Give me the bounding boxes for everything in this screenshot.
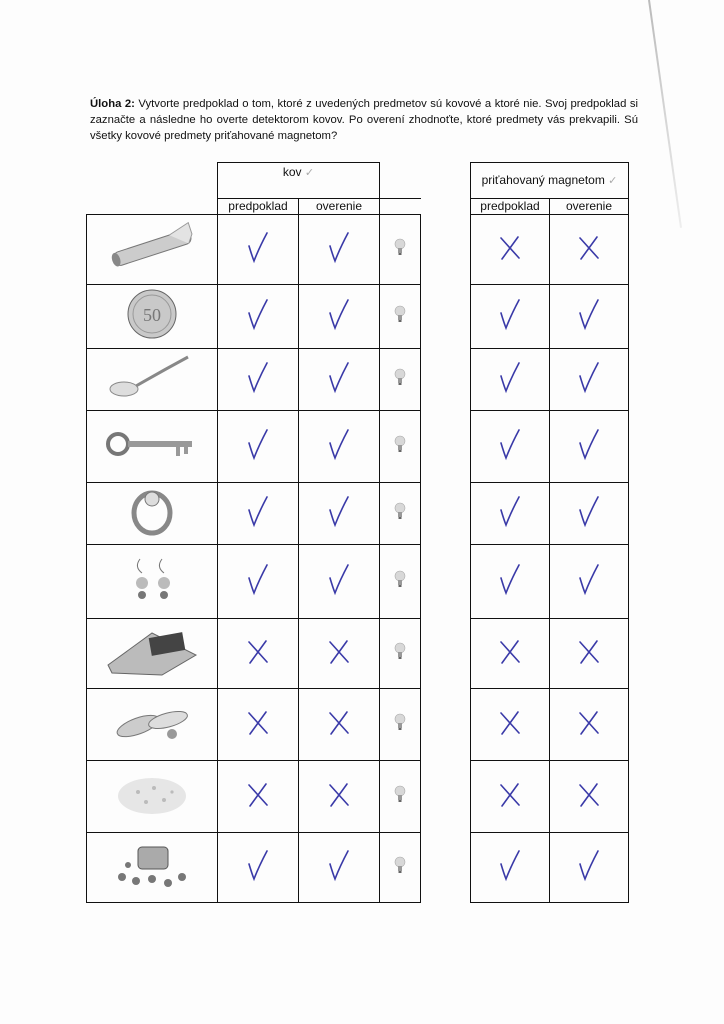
key-image (102, 418, 202, 470)
check-mark-icon (326, 562, 352, 596)
magnet-overenie-cell (550, 215, 629, 285)
aluminum-foil-roll-image (102, 221, 202, 273)
table-row (471, 545, 629, 619)
task-text: Vytvorte predpoklad o tom, ktoré z uvedených predmetov sú kovové a ktoré nie. Svoj predpoklad si zaznačte a následne ho overte detektorom kovov. Po overení zhodnoťte, ktoré predmety vás prekvapili. Sú všetky kovové predmety priťahované magnetom? (90, 98, 638, 142)
item-picture-cell (87, 761, 218, 833)
magnet-table (470, 162, 629, 903)
table-row (471, 761, 629, 833)
magnet-header (471, 163, 629, 199)
cross-mark-icon (245, 777, 271, 811)
cross-mark-icon (497, 777, 523, 811)
light-bulb-icon (394, 305, 406, 323)
magnet-predpoklad-cell (471, 285, 550, 349)
detector-cell (380, 833, 421, 903)
cross-mark-icon (497, 634, 523, 668)
table-row (471, 619, 629, 689)
table-row (87, 349, 421, 411)
magnet-predpoklad-cell (471, 483, 550, 545)
table-row (87, 689, 421, 761)
check-mark-icon (497, 848, 523, 882)
table-row (471, 483, 629, 545)
magnet-predpoklad-cell (471, 761, 550, 833)
metal-overenie-cell (299, 285, 380, 349)
chocolate-wrapper-image (102, 625, 202, 677)
detector-cell (380, 349, 421, 411)
item-picture-cell (87, 833, 218, 903)
light-bulb-icon (394, 642, 406, 660)
metal-table (86, 162, 421, 903)
metal-overenie-cell (299, 215, 380, 285)
metal-predpoklad-cell (218, 833, 299, 903)
metal-predpoklad-cell (218, 215, 299, 285)
magnet-overenie-cell (550, 483, 629, 545)
metal-predpoklad-cell (218, 411, 299, 483)
check-mark-icon (245, 848, 271, 882)
magnet-title: priťahovaný magnetom (481, 172, 605, 187)
check-mark-icon (576, 360, 602, 394)
light-bulb-icon (394, 368, 406, 386)
magnet-predpoklad-cell (471, 349, 550, 411)
metal-predpoklad-cell (218, 761, 299, 833)
earrings-image (102, 553, 202, 605)
check-mark-icon (497, 297, 523, 331)
light-bulb-icon (394, 238, 406, 256)
table-row (471, 411, 629, 483)
candy-wrappers-image (102, 696, 202, 748)
check-mark-icon (497, 562, 523, 596)
check-mark-icon (576, 562, 602, 596)
magnet-overenie-cell (550, 411, 629, 483)
magnet-overenie-cell (550, 833, 629, 903)
metal-col-predpoklad: predpoklad (218, 199, 299, 215)
cross-mark-icon (576, 230, 602, 264)
magnet-col-overenie: overenie (550, 199, 629, 215)
check-mark-icon (576, 848, 602, 882)
table-row (87, 411, 421, 483)
cross-mark-icon (576, 634, 602, 668)
check-mark-icon (245, 562, 271, 596)
item-picture-cell (87, 349, 218, 411)
metal-predpoklad-cell (218, 349, 299, 411)
light-bulb-icon (394, 785, 406, 803)
svg-text:50: 50 (143, 305, 161, 325)
metal-predpoklad-cell (218, 689, 299, 761)
check-mark-icon (576, 427, 602, 461)
detector-cell (380, 411, 421, 483)
metal-header (218, 163, 380, 199)
page-edge-shadow (648, 0, 682, 228)
detector-cell (380, 215, 421, 285)
table-row (87, 761, 421, 833)
table-row (471, 349, 629, 411)
light-bulb-icon (394, 435, 406, 453)
table-row (471, 285, 629, 349)
cross-mark-icon (497, 230, 523, 264)
metal-overenie-cell (299, 761, 380, 833)
metal-overenie-cell (299, 689, 380, 761)
item-picture-cell (87, 483, 218, 545)
cross-mark-icon (245, 705, 271, 739)
detector-cell (380, 689, 421, 761)
magnet-predpoklad-cell (471, 689, 550, 761)
magnet-predpoklad-cell (471, 545, 550, 619)
magnet-predpoklad-cell (471, 411, 550, 483)
cross-mark-icon (497, 705, 523, 739)
magnet-overenie-cell (550, 761, 629, 833)
check-mark-icon (497, 427, 523, 461)
metal-col-overenie: overenie (299, 199, 380, 215)
item-picture-cell (87, 545, 218, 619)
metal-overenie-cell (299, 349, 380, 411)
metal-predpoklad-cell (218, 285, 299, 349)
check-mark-icon (326, 230, 352, 264)
metal-title: kov (282, 165, 302, 179)
sequins-jar-image (102, 839, 202, 891)
check-mark-icon (245, 230, 271, 264)
check-mark-icon (497, 494, 523, 528)
light-bulb-icon (394, 856, 406, 874)
metal-overenie-cell (299, 411, 380, 483)
metal-overenie-cell (299, 833, 380, 903)
cross-mark-icon (326, 634, 352, 668)
check-mark-icon (326, 360, 352, 394)
task-instructions (90, 96, 638, 144)
table-row (87, 545, 421, 619)
magnet-overenie-cell (550, 689, 629, 761)
item-picture-cell (87, 619, 218, 689)
magnet-predpoklad-cell (471, 619, 550, 689)
magnet-overenie-cell (550, 349, 629, 411)
table-row (87, 833, 421, 903)
check-mark-icon (497, 360, 523, 394)
cross-mark-icon (245, 634, 271, 668)
table-row (87, 285, 421, 349)
check-mark-icon (245, 297, 271, 331)
detector-cell (380, 619, 421, 689)
check-mark-icon (576, 494, 602, 528)
check-icon: ✓ (608, 174, 618, 187)
check-icon: ✓ (304, 167, 315, 179)
item-picture-cell (87, 689, 218, 761)
check-mark-icon (326, 297, 352, 331)
table-row (87, 215, 421, 285)
ring-image (102, 485, 202, 537)
magnet-col-predpoklad: predpoklad (471, 199, 550, 215)
table-row (471, 215, 629, 285)
table-row (471, 833, 629, 903)
table-row (87, 483, 421, 545)
metal-overenie-cell (299, 619, 380, 689)
magnet-overenie-cell (550, 285, 629, 349)
metal-predpoklad-cell (218, 619, 299, 689)
check-mark-icon (245, 494, 271, 528)
check-mark-icon (326, 427, 352, 461)
metal-predpoklad-cell (218, 545, 299, 619)
check-mark-icon (576, 297, 602, 331)
check-mark-icon (326, 494, 352, 528)
cross-mark-icon (576, 705, 602, 739)
light-bulb-icon (394, 502, 406, 520)
detector-cell (380, 761, 421, 833)
detector-cell (380, 285, 421, 349)
light-bulb-icon (394, 713, 406, 731)
glitter-powder-image (102, 768, 202, 820)
cross-mark-icon (326, 777, 352, 811)
magnet-predpoklad-cell (471, 215, 550, 285)
detector-cell (380, 483, 421, 545)
check-mark-icon (245, 360, 271, 394)
spoon-image (102, 351, 202, 403)
magnet-overenie-cell (550, 619, 629, 689)
check-mark-icon (245, 427, 271, 461)
table-row (471, 689, 629, 761)
table-row (87, 619, 421, 689)
task-label: Úloha 2: (90, 98, 135, 110)
magnet-overenie-cell (550, 545, 629, 619)
euro-coin-50-cent-image (102, 288, 202, 340)
metal-overenie-cell (299, 483, 380, 545)
cross-mark-icon (326, 705, 352, 739)
metal-predpoklad-cell (218, 483, 299, 545)
magnet-predpoklad-cell (471, 833, 550, 903)
light-bulb-icon (394, 570, 406, 588)
item-picture-cell (87, 285, 218, 349)
item-picture-cell (87, 411, 218, 483)
metal-overenie-cell (299, 545, 380, 619)
check-mark-icon (326, 848, 352, 882)
detector-cell (380, 545, 421, 619)
cross-mark-icon (576, 777, 602, 811)
item-picture-cell (87, 215, 218, 285)
